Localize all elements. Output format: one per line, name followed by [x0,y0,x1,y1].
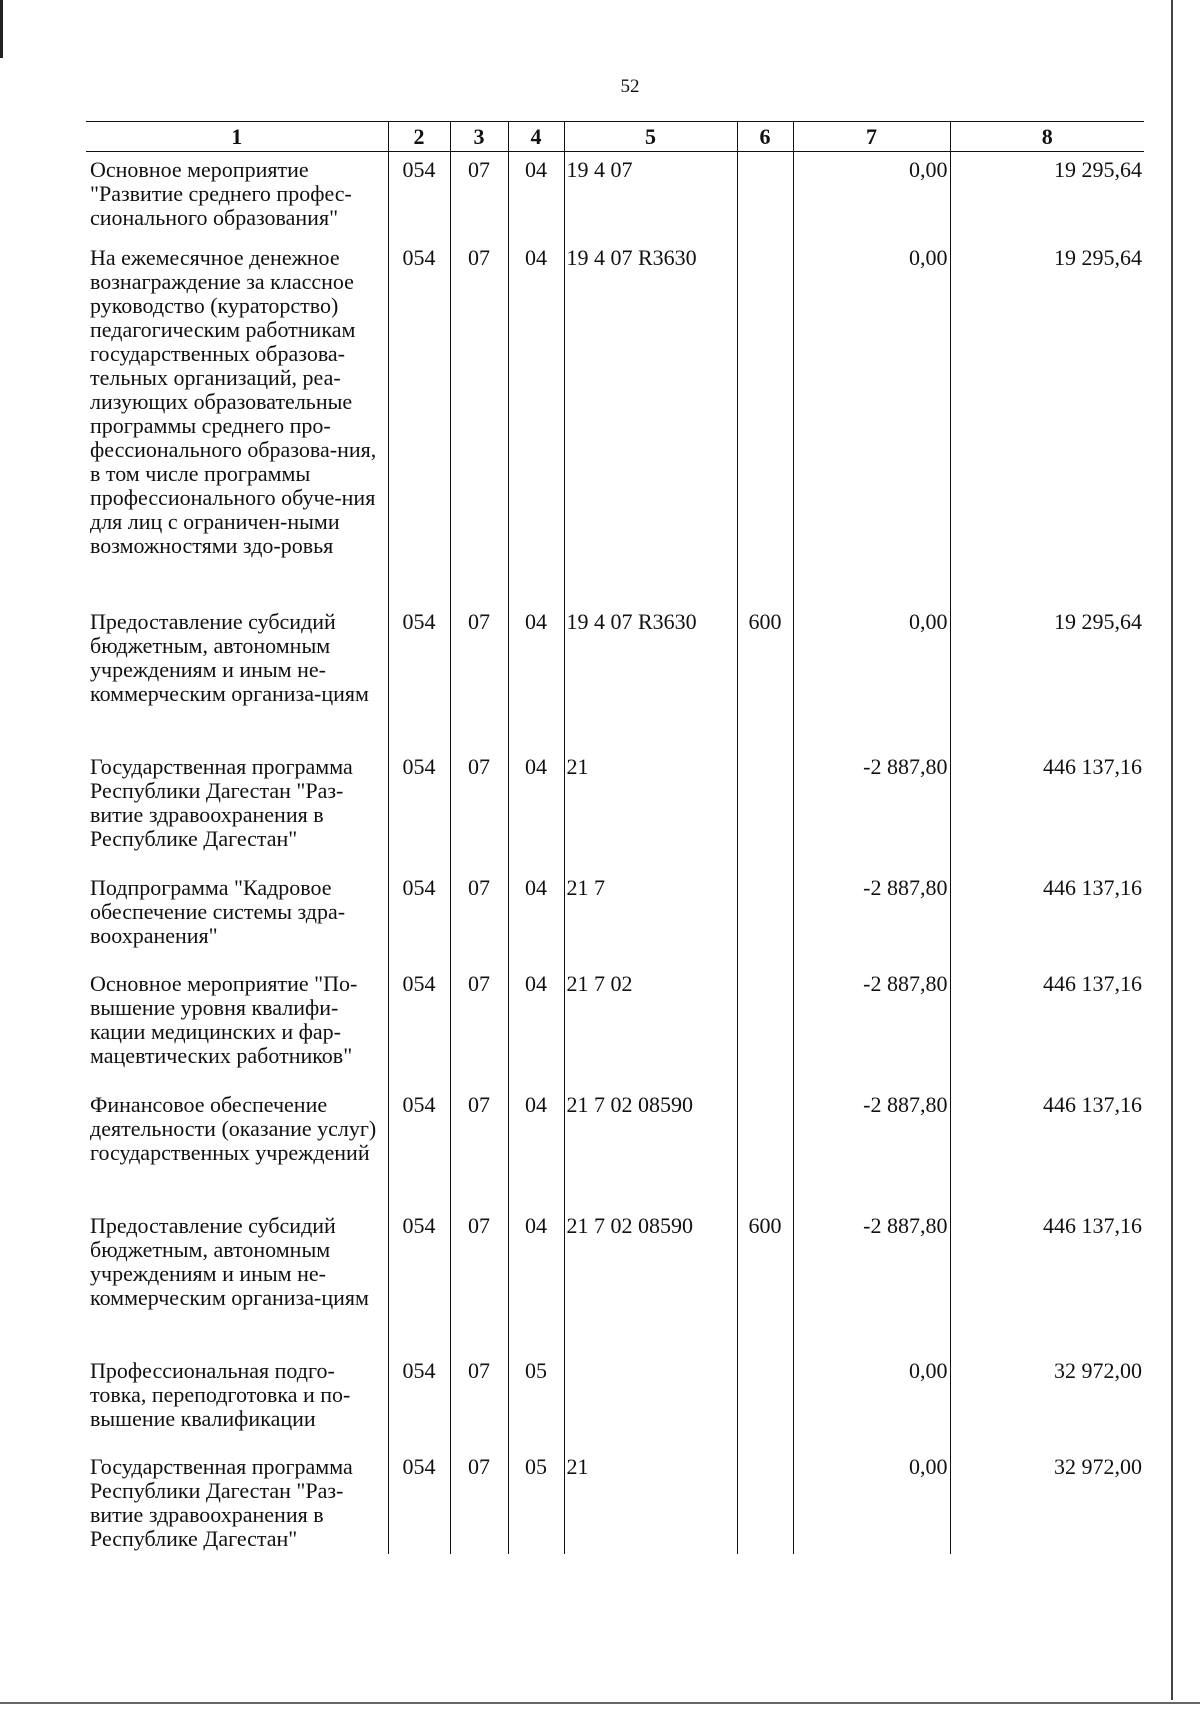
cell-col-4: 04 [508,604,564,749]
cell-col-8: 446 137,16 [950,966,1144,1087]
cell-col-5: 19 4 07 R3630 [564,604,737,749]
cell-col-3: 07 [450,1449,508,1554]
cell-col-8: 446 137,16 [950,749,1144,870]
cell-col-6: 600 [737,1208,793,1353]
cell-col-7: 0,00 [793,240,950,604]
cell-col-5: 19 4 07 [564,152,737,240]
cell-col-2: 054 [388,152,450,240]
row-name: Профессиональная подго-товка, переподготовка и по-вышение квалификации [90,1357,351,1431]
cell-col-7: -2 887,80 [793,966,950,1087]
table-row [86,870,1144,966]
cell-col-7: 0,00 [793,604,950,749]
row-name: Государственная программа Республики Дагестан "Раз-витие здравоохранения в Республике Дагестан" [90,753,353,851]
cell-col-3: 07 [450,870,508,966]
cell-col-5: 21 7 02 08590 [564,1208,737,1353]
cell-col-3: 07 [450,966,508,1087]
header-col-8: 8 [950,122,1144,152]
header-col-6: 6 [737,122,793,152]
cell-col-4: 04 [508,152,564,240]
header-col-1: 1 [86,122,388,152]
cell-col-5: 21 [564,749,737,870]
table-row [86,1449,1144,1554]
cell-col-6 [737,1353,793,1449]
cell-col-4: 05 [508,1449,564,1554]
budget-table [86,121,1144,1554]
cell-col-6 [737,870,793,966]
cell-col-4: 04 [508,966,564,1087]
header-col-4: 4 [508,122,564,152]
cell-col-2: 054 [388,749,450,870]
cell-col-2: 054 [388,604,450,749]
cell-col-6 [737,240,793,604]
cell-col-8: 19 295,64 [950,152,1144,240]
cell-col-3: 07 [450,1087,508,1208]
cell-col-8: 32 972,00 [950,1353,1144,1449]
cell-col-6 [737,749,793,870]
cell-col-5: 21 7 02 08590 [564,1087,737,1208]
cell-col-2: 054 [388,1353,450,1449]
page-number: 52 [620,76,640,97]
row-name: Основное мероприятие "Развитие среднего профес-сионального образования" [90,157,352,230]
table-row [86,1087,1144,1208]
cell-col-8: 19 295,64 [950,604,1144,749]
header-col-7: 7 [793,122,950,152]
table-row [86,604,1144,749]
cell-col-6 [737,1449,793,1554]
row-name: Основное мероприятие "По-вышение уровня квалифи-кации медицинских и фар-мацевтических работников" [90,970,358,1068]
cell-col-4: 04 [508,749,564,870]
cell-col-4: 04 [508,240,564,604]
scan-edge-left [0,0,3,58]
cell-col-3: 07 [450,1208,508,1353]
cell-col-8: 32 972,00 [950,1449,1144,1554]
cell-col-2: 054 [388,1087,450,1208]
cell-col-7: 0,00 [793,1353,950,1449]
row-name: Предоставление субсидий бюджетным, автономным учреждениям и иным не-коммерческим организа-циям [90,1212,369,1310]
header-col-3: 3 [450,122,508,152]
row-name: Финансовое обеспечение деятельности (оказание услуг) государственных учреждений [90,1091,377,1165]
row-name: Предоставление субсидий бюджетным, автономным учреждениям и иным не-коммерческим организа-циям [90,608,369,706]
cell-col-3: 07 [450,749,508,870]
cell-col-6 [737,152,793,240]
table-row [86,152,1144,240]
cell-col-2: 054 [388,870,450,966]
cell-col-7: 0,00 [793,1449,950,1554]
table-row [86,1208,1144,1353]
cell-col-3: 07 [450,240,508,604]
cell-col-4: 04 [508,870,564,966]
table-row [86,966,1144,1087]
cell-col-4: 04 [508,1208,564,1353]
table-header-row [86,122,1144,152]
cell-col-6: 600 [737,604,793,749]
table-row [86,1353,1144,1449]
cell-col-7: -2 887,80 [793,1208,950,1353]
scan-edge-right [1171,0,1173,1700]
cell-col-3: 07 [450,152,508,240]
cell-col-4: 05 [508,1353,564,1449]
row-name: Государственная программа Республики Дагестан "Раз-витие здравоохранения в Республике Дагестан" [90,1453,353,1551]
cell-col-5 [564,1353,737,1449]
cell-col-5: 21 7 02 [564,966,737,1087]
cell-col-7: -2 887,80 [793,870,950,966]
header-col-5: 5 [564,122,737,152]
cell-col-8: 19 295,64 [950,240,1144,604]
scan-edge-bottom [0,1702,1200,1704]
row-name: Подпрограмма "Кадровое обеспечение системы здра-воохранения" [90,874,346,948]
cell-col-7: -2 887,80 [793,749,950,870]
header-col-2: 2 [388,122,450,152]
cell-col-8: 446 137,16 [950,870,1144,966]
cell-col-5: 21 7 [564,870,737,966]
cell-col-7: 0,00 [793,152,950,240]
cell-col-5: 21 [564,1449,737,1554]
table-row [86,240,1144,604]
cell-col-6 [737,1087,793,1208]
cell-col-2: 054 [388,240,450,604]
cell-col-8: 446 137,16 [950,1208,1144,1353]
cell-col-2: 054 [388,966,450,1087]
table-row [86,749,1144,870]
cell-col-2: 054 [388,1449,450,1554]
cell-col-7: -2 887,80 [793,1087,950,1208]
cell-col-3: 07 [450,604,508,749]
cell-col-6 [737,966,793,1087]
cell-col-5: 19 4 07 R3630 [564,240,737,604]
cell-col-4: 04 [508,1087,564,1208]
cell-col-3: 07 [450,1353,508,1449]
cell-col-8: 446 137,16 [950,1087,1144,1208]
row-name: На ежемесячное денежное вознаграждение за классное руководство (кураторство) педагогическим работникам государственных образова-тельных организаций, реа-лизующих образовательные программы среднего про-фессионального образова-ния, в том числе программы профессионального обуче-ния для лиц с ограничен-ными возможностями здо-ровья [90,244,377,558]
cell-col-2: 054 [388,1208,450,1353]
